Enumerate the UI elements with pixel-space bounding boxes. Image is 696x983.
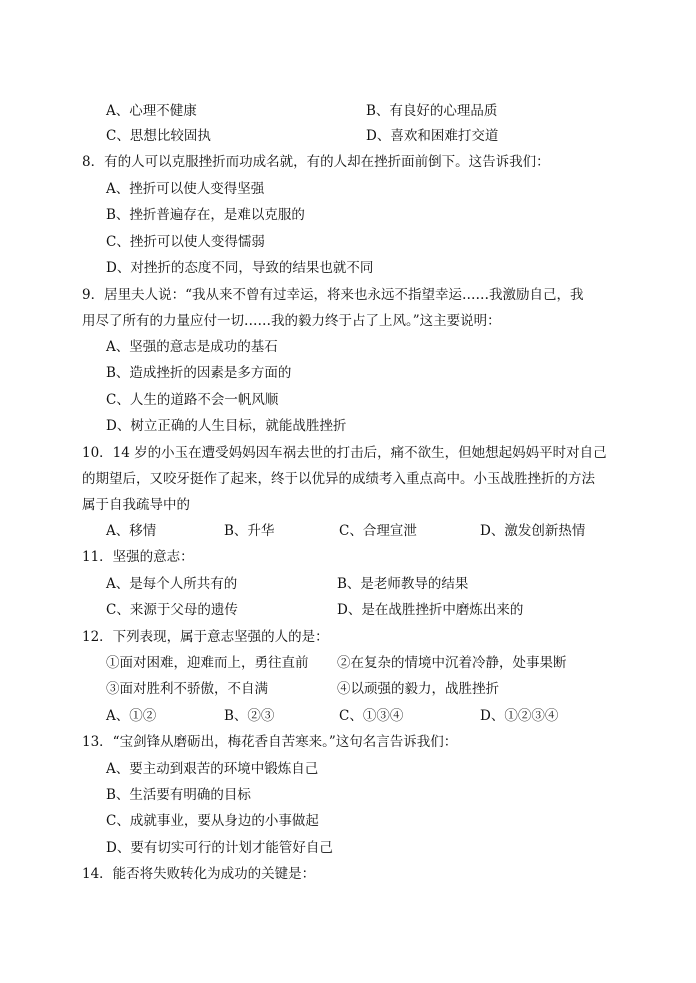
q13-option-b: B、生活要有明确的目标: [106, 787, 251, 803]
q10-option-b: B、升华: [224, 523, 275, 539]
q12-statement-2: ②在复杂的情境中沉着冷静，处事果断: [337, 655, 567, 671]
q7-option-a: A、心理不健康: [106, 103, 197, 119]
question-12: 12．下列表现，属于意志坚强的人的是：: [82, 629, 329, 645]
q9-option-a: A、坚强的意志是成功的基石: [106, 339, 278, 355]
q7-option-b: B、有良好的心理品质: [366, 103, 498, 119]
q13-option-a: A、要主动到艰苦的环境中锻炼自己: [106, 761, 319, 777]
q8-option-c: C、挫折可以使人变得懦弱: [106, 234, 265, 250]
q9-option-d: D、树立正确的人生目标，就能战胜挫折: [106, 418, 347, 434]
question-8: 8．有的人可以克服挫折而功成名就，有的人却在挫折面前倒下。这告诉我们：: [82, 154, 550, 170]
q12-option-a: A、①②: [106, 708, 157, 724]
question-13: 13．“宝剑锋从磨砺出，梅花香自苦寒来。”这句名言告诉我们：: [82, 734, 458, 750]
q11-option-c: C、来源于父母的遗传: [106, 602, 238, 618]
q13-option-c: C、成就事业，要从身边的小事做起: [106, 813, 319, 829]
question-10: 10．14 岁的小玉在遭受妈妈因车祸去世的打击后，痛不欲生，但她想起妈妈平时对自己: [82, 445, 607, 461]
question-14: 14．能否将失败转化为成功的关键是：: [82, 866, 316, 882]
question-10-continued-2: 属于自我疏导中的: [82, 497, 190, 513]
q10-option-d: D、激发创新热情: [480, 523, 586, 539]
question-10-continued-1: 的期望后，又咬牙挺作了起来，终于以优异的成绩考入重点高中。小玉战胜挫折的方法: [82, 471, 595, 487]
q12-option-d: D、①②③④: [480, 708, 559, 724]
question-9: 9．居里夫人说：“我从来不曾有过幸运，将来也永远不指望幸运……我激励自己，我: [82, 287, 584, 303]
question-11: 11．坚强的意志：: [82, 549, 194, 565]
q11-option-a: A、是每个人所共有的: [106, 576, 238, 592]
q9-option-c: C、人生的道路不会一帆风顺: [106, 392, 279, 408]
q11-option-d: D、是在战胜挫折中磨炼出来的: [337, 602, 524, 618]
q7-option-c: C、思想比较固执: [106, 128, 211, 144]
q9-option-b: B、造成挫折的因素是多方面的: [106, 365, 292, 381]
q8-option-d: D、对挫折的态度不同，导致的结果也就不同: [106, 260, 374, 276]
q10-option-c: C、合理宣泄: [339, 523, 417, 539]
q10-option-a: A、移情: [106, 523, 157, 539]
q11-option-b: B、是老师教导的结果: [337, 576, 469, 592]
q12-statement-3: ③面对胜利不骄傲，不自满: [106, 681, 268, 697]
q8-option-a: A、挫折可以使人变得坚强: [106, 181, 265, 197]
question-9-continued: 用尽了所有的力量应付一切……我的毅力终于占了上风。”这主要说明：: [82, 313, 501, 329]
q13-option-d: D、要有切实可行的计划才能管好自己: [106, 840, 333, 856]
q12-option-b: B、②③: [224, 708, 275, 724]
q8-option-b: B、挫折普遍存在，是难以克服的: [106, 207, 305, 223]
q12-statement-1: ①面对困难，迎难而上，勇往直前: [106, 655, 309, 671]
q7-option-d: D、喜欢和困难打交道: [366, 128, 499, 144]
q12-option-c: C、①③④: [339, 708, 404, 724]
q12-statement-4: ④以顽强的毅力，战胜挫折: [337, 681, 499, 697]
